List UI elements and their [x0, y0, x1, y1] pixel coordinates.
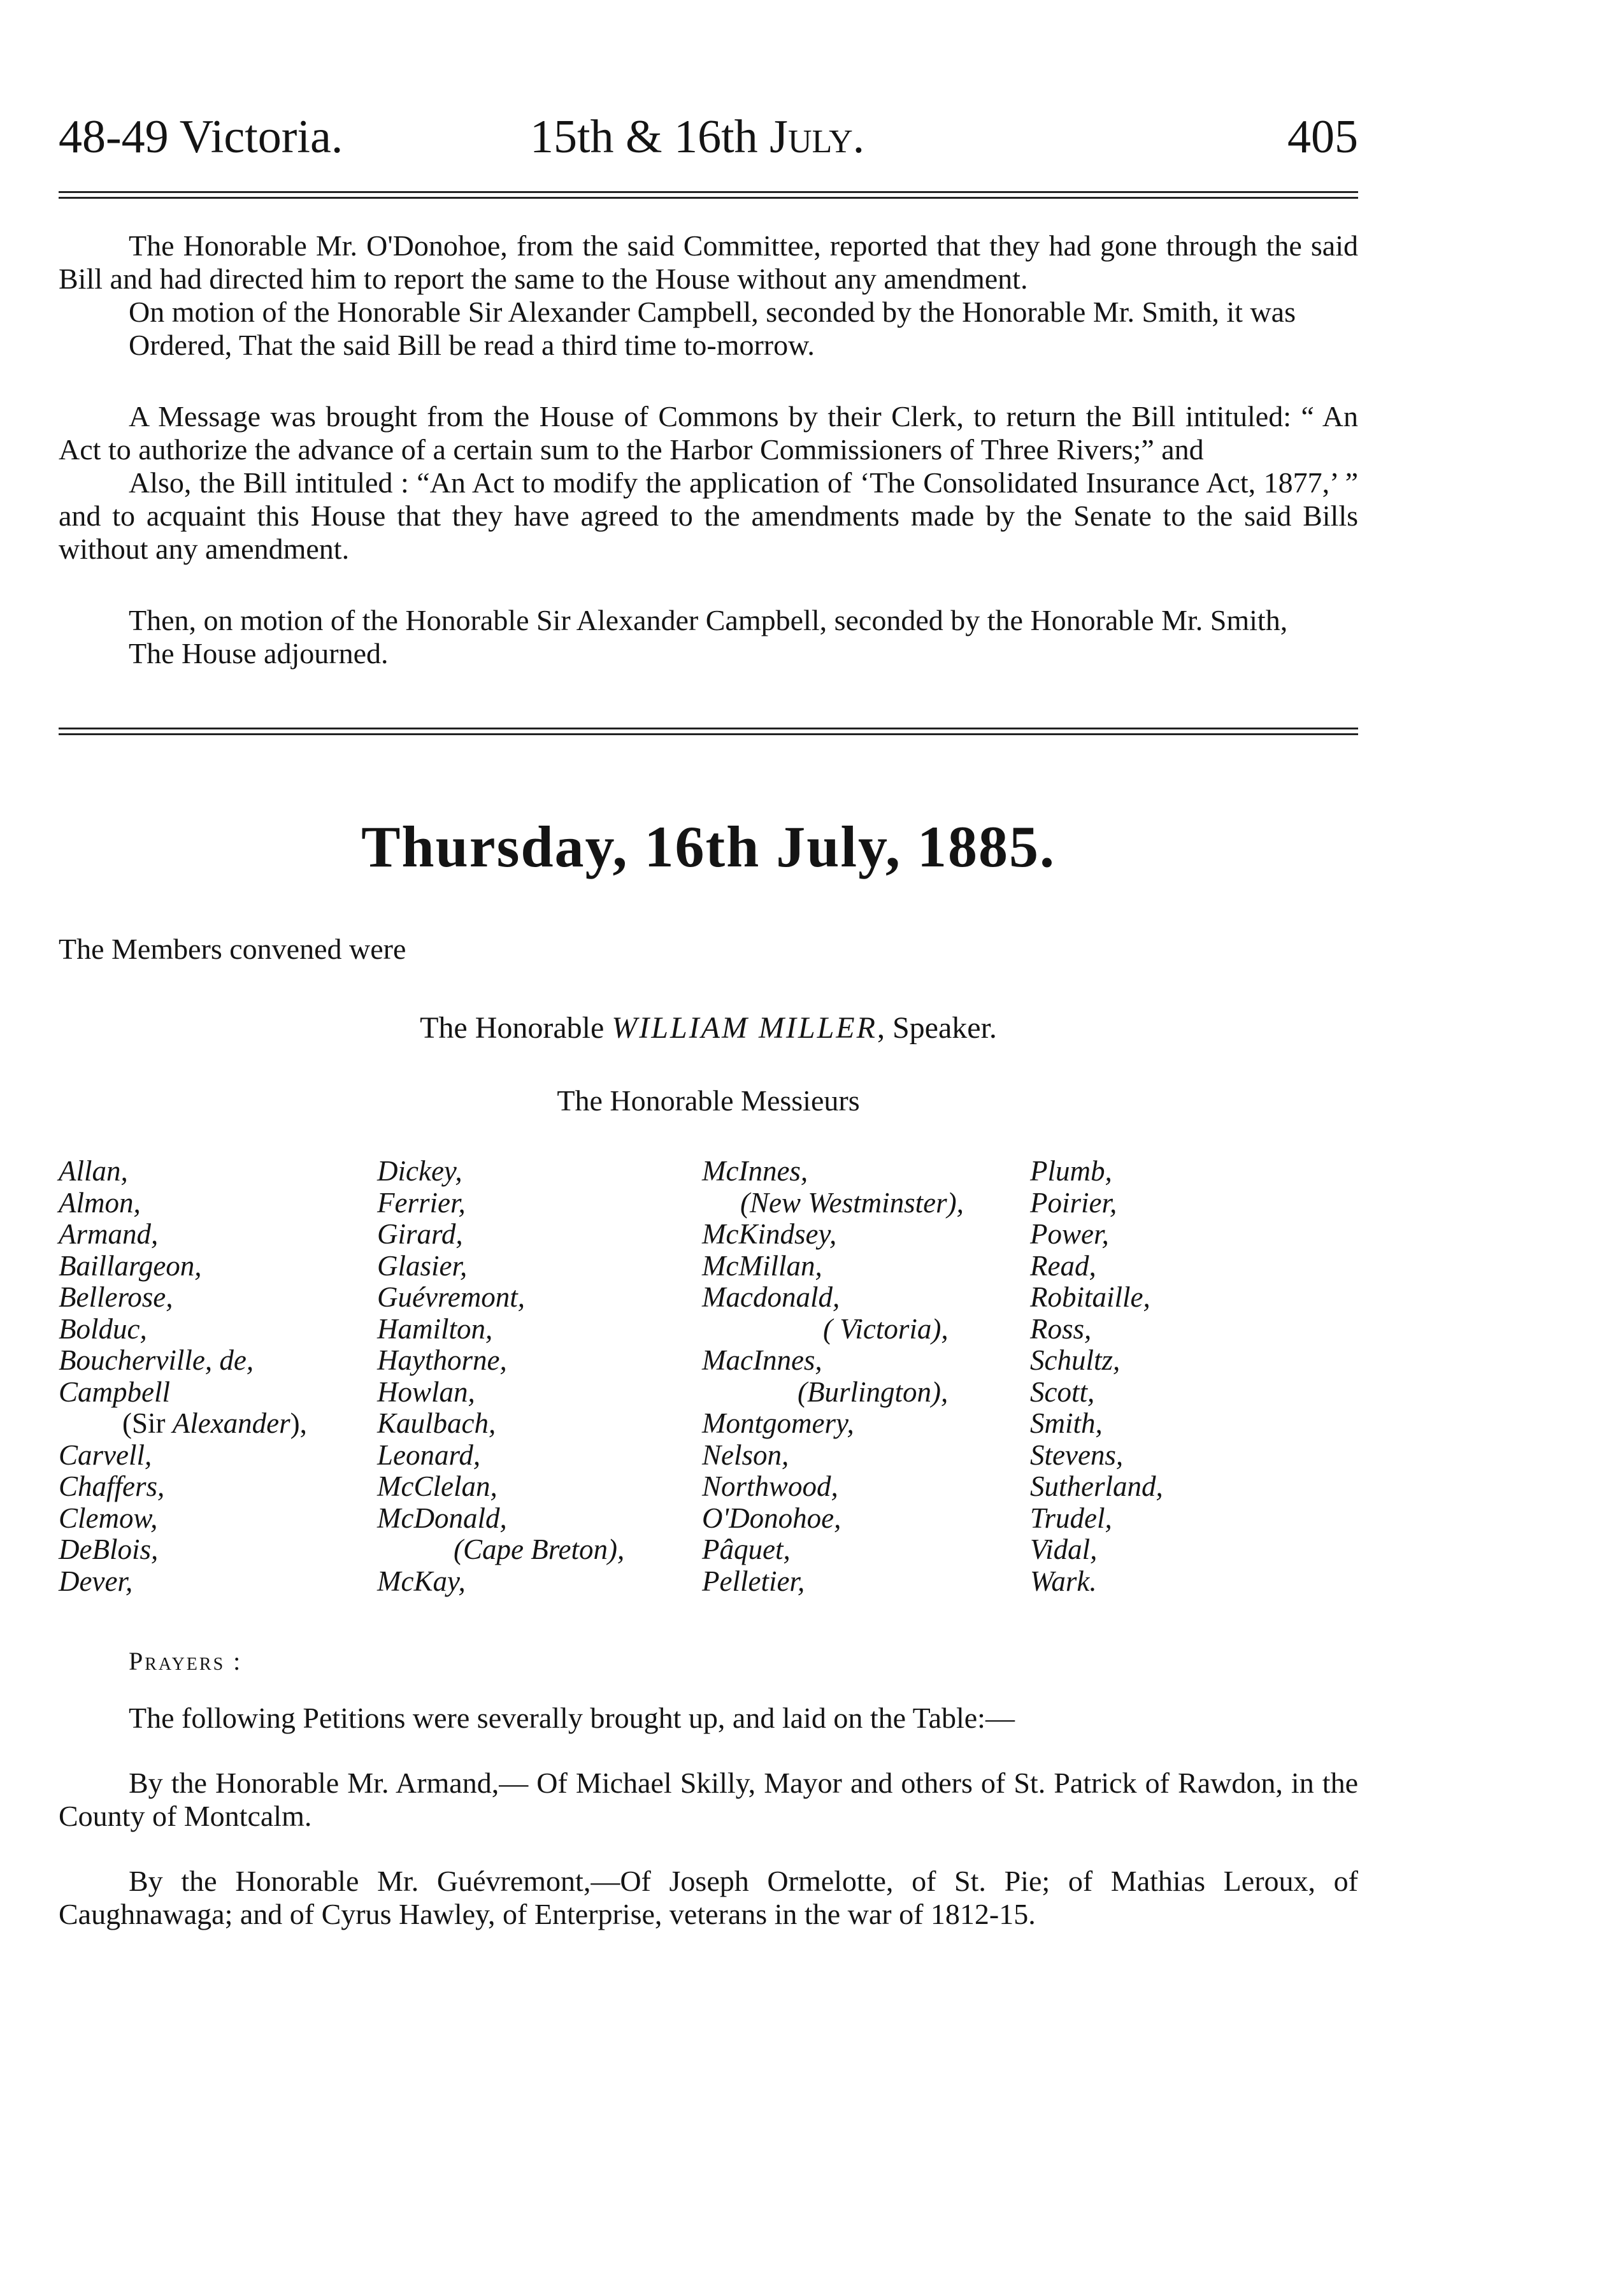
regnal-year: 48-49 Victoria. [59, 111, 343, 163]
member-name: Poirier, [1030, 1186, 1117, 1219]
member-qualifier: (Cape Breton), [454, 1533, 625, 1565]
petitions-intro: The following Petitions were severally brought up, and laid on the Table:— [129, 1702, 1015, 1734]
member-name: Nelson, [702, 1439, 789, 1471]
petition-guevremont: By the Honorable Mr. Guévremont,—Of Joseph Ormelotte, of St. Pie; of Mathias Leroux, of Caughnawaga; and of Cyrus Hawley, of Enterprise, veterans in the war of 1812-15. [59, 1865, 1358, 1930]
committee-report: The Honorable Mr. O'Donohoe, from the said Committee, reported that they had gone through the said Bill and had directed him to report the same to the House without any amendment. [59, 229, 1358, 295]
petition-armand: By the Honorable Mr. Armand,— Of Michael Skilly, Mayor and others of St. Patrick of Rawdon, in the County of Montcalm. [59, 1767, 1358, 1832]
member-name: McDonald, [377, 1502, 507, 1534]
commons-message: A Message was brought from the House of Commons by their Clerk, to return the Bill intituled: “ An Act to authorize the advance of a certain sum to the Harbor Commissioners of Three Rivers;” and [59, 400, 1358, 466]
member-qualifier: (New Westminster), [740, 1186, 964, 1219]
committee-motion: On motion of the Honorable Sir Alexander Campbell, seconded by the Honorable Mr. Smith, it was [129, 296, 1296, 328]
member-name: MacInnes, [702, 1344, 822, 1376]
commons-message-section [59, 400, 1358, 566]
adjournment-section [59, 604, 1358, 670]
speaker-line [59, 1010, 1358, 1045]
member-name: Wark. [1030, 1565, 1097, 1597]
qualifier-open: (Sir [122, 1407, 173, 1439]
member-name: Girard, [377, 1218, 463, 1250]
member-name: McClelan, [377, 1470, 498, 1502]
header-date-period: . [852, 111, 865, 163]
member-name: Guévremont, [377, 1281, 526, 1313]
member-name: Robitaille, [1030, 1281, 1150, 1313]
member-name: Power, [1030, 1218, 1109, 1250]
member-name: Schultz, [1030, 1344, 1121, 1376]
speaker-prefix: The Honorable [420, 1011, 612, 1045]
committee-order: Ordered, That the said Bill be read a third time to-morrow. [129, 329, 815, 361]
member-name: McMillan, [702, 1249, 822, 1282]
member-name: Smith, [1030, 1407, 1103, 1439]
member-name: Boucherville, de, [59, 1344, 254, 1376]
member-name: Allan, [59, 1155, 128, 1187]
member-name: Ferrier, [377, 1186, 466, 1219]
member-name: Pelletier, [702, 1565, 805, 1597]
running-head [59, 96, 1358, 178]
prayers-heading: Prayers : [129, 1647, 243, 1675]
member-name: Bellerose, [59, 1281, 173, 1313]
member-name: Trudel, [1030, 1502, 1112, 1534]
member-name: Leonard, [377, 1439, 481, 1471]
speaker-name: WILLIAM MILLER [612, 1011, 877, 1045]
members-column-3 [702, 1156, 964, 1597]
member-name: Carvell, [59, 1439, 152, 1471]
header-date-text: 15th & 16th J [530, 111, 788, 163]
member-name: Dever, [59, 1565, 133, 1597]
member-qualifier [59, 1408, 307, 1440]
header-rule [59, 191, 1358, 199]
date-heading: Thursday, 16th July, 1885. [361, 814, 1056, 879]
member-name: Vidal, [1030, 1533, 1098, 1565]
member-name: Almon, [59, 1186, 141, 1219]
member-name: Glasier, [377, 1249, 468, 1282]
header-date [530, 96, 864, 178]
member-name: Haythorne, [377, 1344, 507, 1376]
member-name: Macdonald, [702, 1281, 840, 1313]
member-name: McInnes, [702, 1155, 808, 1187]
member-name: Baillargeon, [59, 1249, 202, 1282]
member-name: Bolduc, [59, 1312, 147, 1345]
member-name: Stevens, [1030, 1439, 1124, 1471]
member-name: Pâquet, [702, 1533, 791, 1565]
member-name: DeBlois, [59, 1533, 159, 1565]
member-qualifier: (Burlington), [798, 1375, 949, 1408]
qualifier-name: Alexander [172, 1407, 290, 1439]
member-name: Ross, [1030, 1312, 1092, 1345]
header-month: uly [787, 111, 853, 163]
adjournment-result: The House adjourned. [129, 637, 389, 670]
member-name: Northwood, [702, 1470, 838, 1502]
speaker-suffix: , Speaker. [877, 1011, 997, 1045]
member-name: Plumb, [1030, 1155, 1112, 1187]
member-name: Sutherland, [1030, 1470, 1163, 1502]
adjournment-motion: Then, on motion of the Honorable Sir Alexander Campbell, seconded by the Honorable Mr. Smith, [129, 604, 1288, 636]
member-name: McKindsey, [702, 1218, 837, 1250]
qualifier-close: ), [290, 1407, 307, 1439]
member-name: Dickey, [377, 1155, 462, 1187]
members-list [59, 1156, 1358, 1627]
members-column-1 [59, 1156, 307, 1597]
member-name: Read, [1030, 1249, 1096, 1282]
messieurs-heading: The Honorable Messieurs [557, 1084, 860, 1117]
members-column-2 [377, 1156, 624, 1597]
members-convened: The Members convened were [59, 933, 406, 965]
member-name: Montgomery, [702, 1407, 854, 1439]
commons-message-continued: Also, the Bill intituled : “An Act to modify the application of ‘The Consolidated Insurance Act, 1877,’ ” and to acquaint this House that they have agreed to the amendments made by the Senate to the said Bills without any amendment. [59, 466, 1358, 565]
member-qualifier: ( Victoria), [823, 1312, 949, 1345]
member-name: Clemow, [59, 1502, 158, 1534]
member-name: Hamilton, [377, 1312, 493, 1345]
member-name: Campbell [59, 1375, 170, 1408]
page-number: 405 [1287, 111, 1358, 163]
section-rule [59, 728, 1358, 735]
member-name: Kaulbach, [377, 1407, 496, 1439]
member-name: McKay, [377, 1565, 466, 1597]
member-name: Howlan, [377, 1375, 475, 1408]
journal-page [59, 96, 1358, 1963]
member-name: O'Donohoe, [702, 1502, 841, 1534]
member-name: Armand, [59, 1218, 159, 1250]
member-name: Scott, [1030, 1375, 1095, 1408]
committee-report-section [59, 229, 1358, 362]
members-column-4 [1030, 1156, 1163, 1597]
member-name: Chaffers, [59, 1470, 165, 1502]
